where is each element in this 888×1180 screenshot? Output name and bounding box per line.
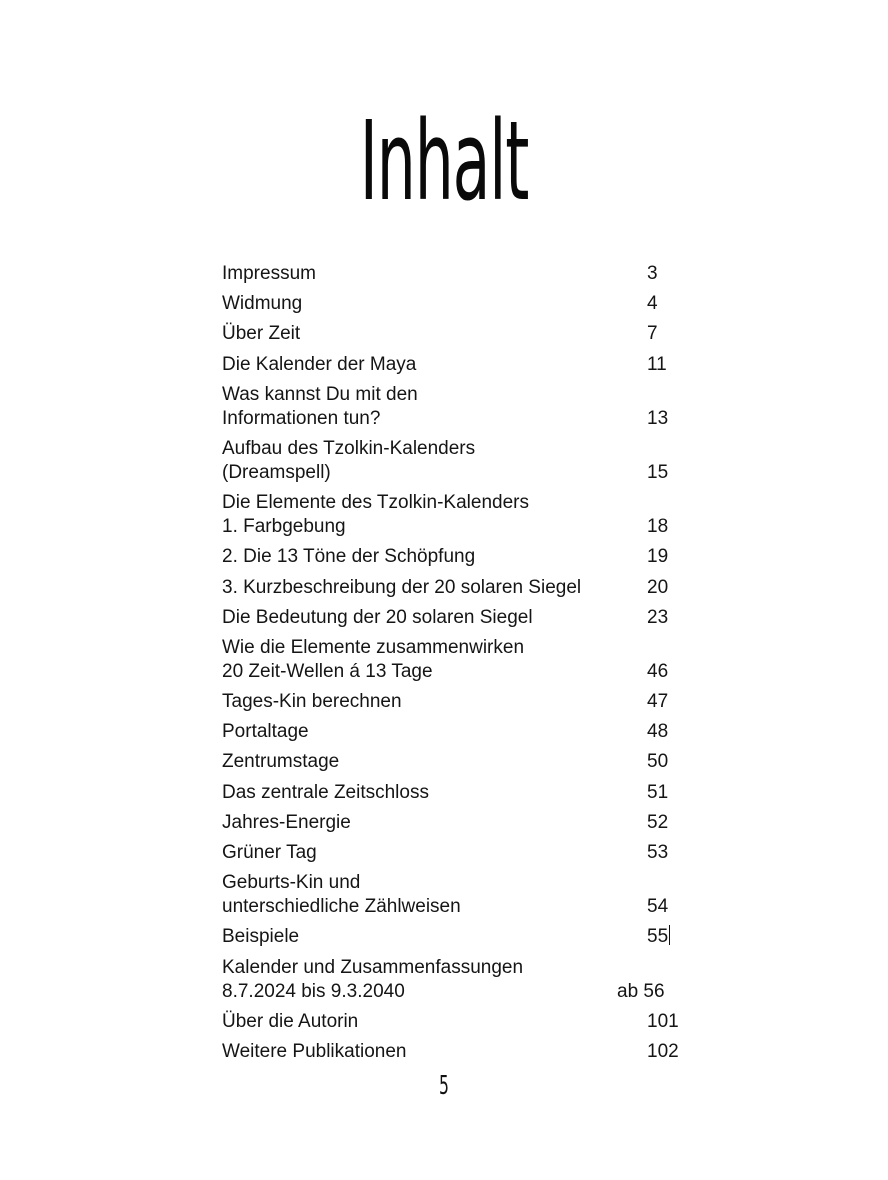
toc-entry	[222, 437, 692, 485]
toc-entry	[222, 811, 692, 835]
toc-entry-title: 3. Kurzbeschreibung der 20 solaren Siegel	[222, 576, 582, 598]
toc-entry-title: Aufbau des Tzolkin-Kalenders (Dreamspell)	[222, 437, 476, 483]
toc-entry-page: 51	[647, 781, 669, 803]
toc-entry	[222, 322, 692, 346]
toc-entry	[222, 720, 692, 744]
toc-entry	[222, 781, 692, 805]
toc-entry-page: 47	[647, 691, 669, 713]
toc-entry-page: ab 56	[617, 980, 665, 1002]
toc-entry	[222, 576, 692, 600]
toc-entry-title: Was kannst Du mit den Informationen tun?	[222, 383, 418, 429]
toc-entry-title: Tages-Kin berechnen	[222, 691, 402, 713]
toc-entry-title: Geburts-Kin und unterschiedliche Zählweisen	[222, 872, 461, 918]
text-cursor	[669, 925, 670, 945]
toc-entry	[222, 353, 692, 377]
toc-entry-title: Wie die Elemente zusammenwirken 20 Zeit-Wellen á 13 Tage	[222, 636, 525, 682]
toc-entry	[222, 262, 692, 286]
page-title: Inhalt	[359, 97, 529, 225]
toc-entry	[222, 606, 692, 630]
toc-entry	[222, 383, 692, 431]
toc-entry	[222, 841, 692, 865]
toc-entry	[222, 545, 692, 569]
toc-entry-page: 20	[647, 576, 669, 598]
toc-entry-page: 4	[647, 293, 658, 315]
toc-entry-page: 53	[647, 842, 669, 863]
toc-entry-page: 23	[647, 606, 669, 628]
toc-entry	[222, 292, 692, 316]
toc-entry-title: Die Kalender der Maya	[222, 353, 417, 375]
toc-entry-title: Über die Autorin	[222, 1010, 359, 1032]
toc-entry-page: 46	[647, 660, 669, 682]
toc-entry	[222, 1010, 692, 1034]
toc-entry-title: Grüner Tag	[222, 842, 317, 863]
toc-entry	[222, 956, 692, 1004]
toc-entry	[222, 925, 692, 949]
table-of-contents	[222, 262, 692, 1070]
toc-entry-title: Die Bedeutung der 20 solaren Siegel	[222, 606, 533, 628]
toc-entry-page: 3	[647, 263, 658, 284]
toc-entry	[222, 871, 692, 919]
toc-entry-title: Impressum	[222, 263, 316, 284]
toc-entry	[222, 1040, 692, 1064]
toc-entry-page: 48	[647, 721, 669, 743]
toc-entry-page: 18	[647, 516, 669, 538]
toc-entry-title: Kalender und Zusammenfassungen 8.7.2024 bis 9.3.2040	[222, 956, 524, 1002]
toc-entry-title: Portaltage	[222, 721, 309, 743]
toc-entry-title: Die Elemente des Tzolkin-Kalenders 1. Farbgebung	[222, 492, 529, 538]
toc-entry-title: Beispiele	[222, 926, 300, 948]
toc-entry	[222, 750, 692, 774]
toc-entry-page: 15	[647, 461, 669, 483]
toc-entry-title: Das zentrale Zeitschloss	[222, 781, 429, 803]
toc-entry-title: Zentrumstage	[222, 751, 340, 773]
toc-entry	[222, 690, 692, 714]
toc-entry-page: 19	[647, 546, 669, 568]
toc-entry-page: 102	[647, 1040, 679, 1062]
toc-entry	[222, 636, 692, 684]
toc-entry-title: Widmung	[222, 293, 303, 315]
toc-entry-page: 101	[647, 1010, 679, 1032]
toc-entry-page: 54	[647, 896, 669, 918]
toc-entry-title: 2. Die 13 Töne der Schöpfung	[222, 546, 476, 568]
toc-entry-page: 50	[647, 751, 669, 773]
toc-entry-page	[647, 925, 670, 949]
toc-entry-page-value: 55	[647, 926, 669, 948]
toc-entry-title: Weitere Publikationen	[222, 1040, 407, 1062]
page-number: 5	[439, 1071, 449, 1101]
toc-entry-page: 7	[647, 323, 658, 345]
toc-entry-page: 13	[647, 407, 669, 429]
toc-entry-title: Jahres-Energie	[222, 811, 351, 833]
toc-entry-title: Über Zeit	[222, 323, 301, 345]
toc-entry	[222, 491, 692, 539]
toc-entry-page: 52	[647, 811, 669, 833]
toc-entry-page: 11	[647, 353, 667, 375]
